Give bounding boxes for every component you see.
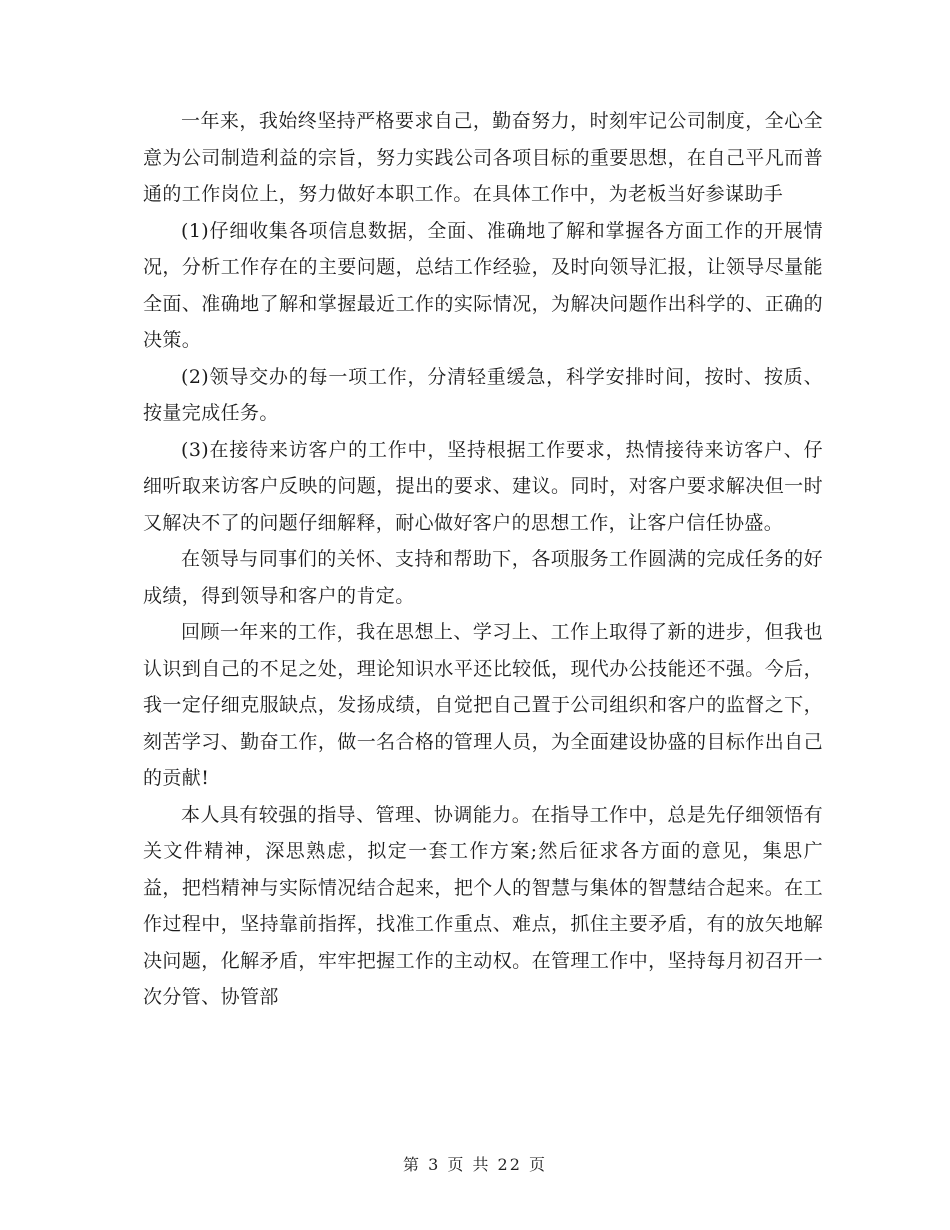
page-number-footer: 第 3 页 共 22 页	[403, 1155, 547, 1174]
document-body	[143, 103, 823, 1016]
paragraph-4: (3)在接待来访客户的工作中，坚持根据工作要求，热情接待来访客户、仔细听取来访客户反映的问题，提出的要求、建议。同时，对客户要求解决但一时又解决不了的问题仔细解释，耐心做好客户的思想工作，让客户信任协盛。	[143, 438, 823, 534]
paragraph-3: (2)领导交办的每一项工作，分清轻重缓急，科学安排时间，按时、按质、按量完成任务。	[143, 365, 823, 424]
paragraph-6: 回顾一年来的工作，我在思想上、学习上、工作上取得了新的进步，但我也认识到自己的不足之处，理论知识水平还比较低，现代办公技能还不强。今后，我一定仔细克服缺点，发扬成绩，自觉把自己置于公司组织和客户的监督之下，刻苦学习、勤奋工作，做一名合格的管理人员，为全面建设协盛的目标作出自己的贡献!	[143, 621, 823, 789]
paragraph-1: 一年来，我始终坚持严格要求自己，勤奋努力，时刻牢记公司制度，全心全意为公司制造利益的宗旨，努力实践公司各项目标的重要思想，在自己平凡而普通的工作岗位上，努力做好本职工作。在具体工作中，为老板当好参谋助手	[143, 110, 823, 205]
paragraph-5: 在领导与同事们的关怀、支持和帮助下，各项服务工作圆满的完成任务的好成绩，得到领导和客户的肯定。	[143, 548, 823, 607]
paragraph-2: (1)仔细收集各项信息数据，全面、准确地了解和掌握各方面工作的开展情况，分析工作存在的主要问题，总结工作经验，及时向领导汇报，让领导尽量能全面、准确地了解和掌握最近工作的实际情况，为解决问题作出科学的、正确的决策。	[143, 219, 823, 351]
paragraph-7: 本人具有较强的指导、管理、协调能力。在指导工作中，总是先仔细领悟有关文件精神，深思熟虑，拟定一套工作方案;然后征求各方面的意见，集思广益，把档精神与实际情况结合起来，把个人的智慧与集体的智慧结合起来。在工作过程中，坚持靠前指挥，找准工作重点、难点，抓住主要矛盾，有的放矢地解决问题，化解矛盾，牢牢把握工作的主动权。在管理工作中，坚持每月初召开一次分管、协管部	[143, 803, 823, 1008]
